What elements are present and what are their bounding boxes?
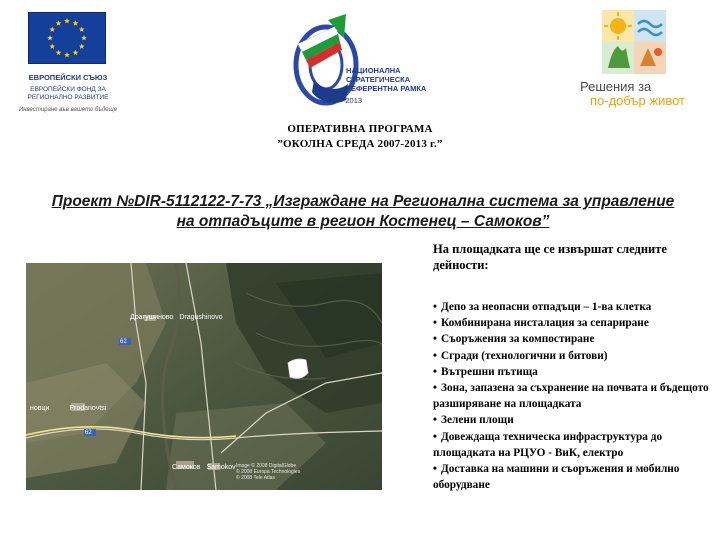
- eu-logo: [14, 12, 122, 130]
- bullet-icon: •: [433, 463, 437, 476]
- bullet-icon: •: [433, 430, 437, 443]
- bullet-icon: •: [433, 317, 437, 330]
- eu-star-icon: [79, 27, 85, 32]
- eu-title: ЕВРОПЕЙСКИ СЪЮЗ: [28, 73, 108, 82]
- eu-star-icon: [49, 27, 55, 32]
- map-label-village2-prefix: новци: [30, 405, 50, 412]
- bullet-icon: •: [433, 414, 437, 427]
- decisions-line1: Решения за: [580, 79, 652, 94]
- eu-tagline: Инвестиране във вашето бъдеще: [18, 107, 118, 113]
- eu-fund: [14, 86, 122, 102]
- activity-text: Комбинирана инсталация за сепариране: [441, 317, 649, 330]
- eu-fund-line2: РЕГИОНАЛНО РАЗВИТИЕ: [27, 94, 109, 101]
- eu-star-icon: [73, 50, 79, 55]
- satellite-map: [26, 263, 382, 490]
- activity-item: [433, 429, 717, 461]
- activities-list: [433, 299, 717, 493]
- eu-fund-line1: ЕВРОПЕЙСКИ ФОНД ЗА: [30, 86, 106, 93]
- activity-item: [433, 299, 717, 315]
- eu-star-icon: [56, 20, 62, 25]
- program-title: ОПЕРАТИВНА ПРОГРАМА: [287, 123, 433, 135]
- activity-item: [433, 461, 717, 493]
- eu-star-icon: [49, 44, 55, 49]
- decisions-line2: по-добър живот: [590, 93, 686, 108]
- decisions-logo: [572, 8, 712, 116]
- eu-star-icon: [73, 20, 79, 25]
- project-title: Проект №DIR-5112122-7-73 „Изграждане на Регионална система за управление на отпадъците в регион Костенец – Самоков”: [51, 193, 675, 230]
- nsrf-logo: [288, 10, 428, 120]
- nsrf-line1: НАЦИОНАЛНА: [346, 66, 401, 75]
- bullet-icon: •: [433, 382, 437, 395]
- activity-text: Зелени площи: [441, 414, 514, 427]
- activity-text: Доставка на машини и съоръжения и мобилно оборудване: [433, 463, 680, 492]
- satellite-image: [26, 263, 382, 490]
- road-shield-2: 62: [85, 430, 92, 436]
- activity-item: [433, 315, 717, 331]
- map-copyright: [236, 463, 300, 481]
- activity-text: Зона, запазена за съхранение на почвата и бъдещото разширяване на площадката: [433, 382, 709, 411]
- nsrf-line2: СТРАТЕГИЧЕСКА: [346, 75, 411, 84]
- activity-item: [433, 364, 717, 380]
- map-label-village1-bg: Драгушиново: [130, 314, 174, 321]
- map-label-village2: [30, 405, 106, 412]
- activity-item: [433, 380, 717, 412]
- activity-text: Вътрешни пътища: [441, 365, 538, 378]
- activities-intro: На площадката ще се извършат следните дейности:: [433, 242, 667, 272]
- bullet-icon: •: [433, 349, 437, 362]
- map-label-town-bg: Самоков: [172, 464, 201, 471]
- bullet-icon: •: [433, 333, 437, 346]
- bullet-icon: •: [433, 365, 437, 378]
- bullet-icon: •: [433, 301, 437, 313]
- eu-star-icon: [56, 50, 62, 55]
- sun-water-emblem-icon: [602, 10, 666, 74]
- eu-star-icon: [64, 52, 70, 57]
- activity-item: [433, 331, 717, 347]
- nsrf-years: 2007 - 2013: [322, 96, 363, 105]
- map-label-village2-latin: Prodanovtsi: [69, 405, 107, 412]
- program-subtitle: ”ОКОЛНА СРЕДА 2007-2013 г.”: [277, 138, 443, 150]
- eu-star-icon: [64, 18, 70, 23]
- activity-text: Довеждаща техническа инфраструктура до площадката на РЦУО - ВиК, електро: [433, 430, 663, 459]
- eu-star-icon: [81, 35, 87, 40]
- activity-item: [433, 348, 717, 364]
- activity-item: [433, 412, 717, 428]
- map-copyright-1: Image © 2008 DigitalGlobe: [236, 463, 297, 469]
- map-label-village1: [130, 314, 223, 321]
- map-label-town-latin: Samokov: [206, 464, 236, 471]
- eu-star-icon: [79, 44, 85, 49]
- nsrf-line3: РЕФЕРЕНТНА РАМКА: [346, 84, 427, 93]
- map-copyright-2: © 2008 Europa Technologies: [236, 469, 301, 475]
- map-label-town: [172, 464, 236, 471]
- eu-star-icon: [47, 35, 53, 40]
- activity-text: Сгради (технологични и битови): [441, 349, 608, 362]
- eu-flag-icon: [28, 12, 106, 64]
- activity-text: Съоръжения за компостиране: [441, 333, 595, 346]
- map-copyright-3: © 2008 Tele Atlas: [236, 475, 275, 481]
- road-shield-1: 62: [120, 339, 127, 345]
- map-label-village1-latin: Dragushinovo: [179, 314, 223, 321]
- activity-text: Депо за неопасни отпадъци – 1-ва клетка: [441, 301, 652, 313]
